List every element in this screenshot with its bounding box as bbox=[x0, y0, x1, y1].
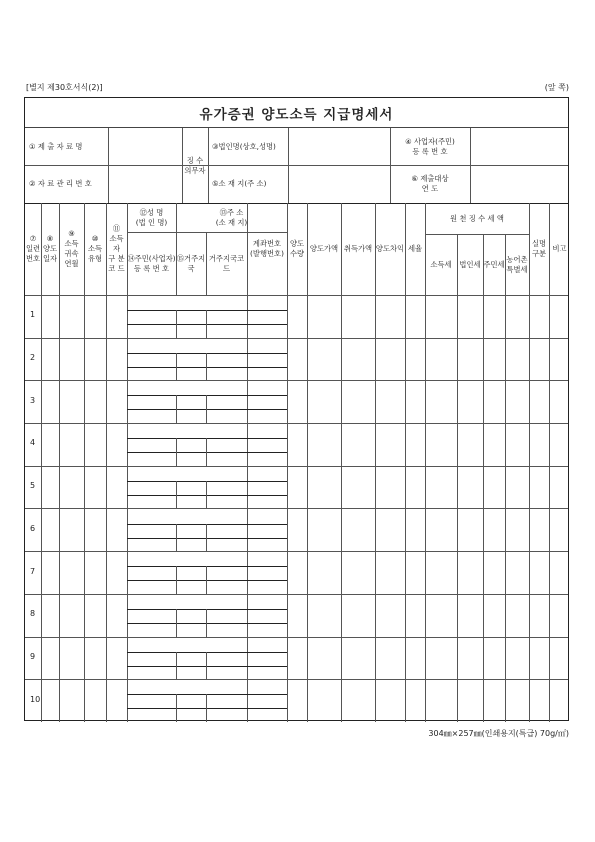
divider bbox=[176, 652, 177, 680]
divider bbox=[127, 623, 287, 624]
col-account-no: 계좌번호 (발행번호) bbox=[250, 239, 284, 258]
target-year-label: ⑥ 제출대상 연 도 bbox=[411, 174, 449, 193]
divider bbox=[176, 524, 177, 552]
divider bbox=[127, 694, 287, 695]
table-row[interactable] bbox=[25, 637, 568, 680]
location-label: ⑤소 재 지(주 소) bbox=[212, 179, 267, 189]
row-number: 3 bbox=[30, 395, 36, 405]
divider bbox=[206, 481, 207, 509]
row-number: 7 bbox=[30, 566, 36, 576]
divider bbox=[127, 438, 287, 439]
divider bbox=[206, 438, 207, 466]
row-number: 4 bbox=[30, 438, 36, 448]
divider bbox=[127, 324, 287, 325]
divider bbox=[176, 395, 177, 423]
data-mgmt-no-field[interactable] bbox=[109, 166, 182, 202]
location-field[interactable] bbox=[289, 166, 390, 202]
col-transfer-price: 양도가액 bbox=[309, 244, 339, 254]
divider bbox=[127, 708, 287, 709]
divider bbox=[127, 310, 287, 311]
divider bbox=[127, 580, 287, 581]
form-sheet bbox=[24, 97, 569, 721]
divider bbox=[176, 609, 177, 637]
divider bbox=[127, 409, 287, 410]
col-capital-gain: 양도차익 bbox=[375, 244, 405, 254]
col-rural-tax: 농어촌 특별세 bbox=[506, 254, 528, 274]
divider bbox=[127, 666, 287, 667]
divider bbox=[176, 694, 177, 722]
table-row[interactable] bbox=[25, 551, 568, 594]
corp-name-label: ③법인명(상호,성명) bbox=[212, 141, 276, 151]
divider bbox=[127, 353, 287, 354]
table-row[interactable] bbox=[25, 594, 568, 637]
row-number: 5 bbox=[30, 481, 36, 491]
col-real-name: 실명 구분 bbox=[531, 239, 547, 258]
divider bbox=[206, 310, 207, 338]
row-number: 10 bbox=[30, 694, 41, 704]
col-income-tax: 소득세 bbox=[430, 259, 452, 269]
divider bbox=[176, 481, 177, 509]
col-tax-rate: 세율 bbox=[407, 244, 423, 254]
divider bbox=[127, 452, 287, 453]
table-row[interactable] bbox=[25, 338, 568, 381]
divider bbox=[206, 395, 207, 423]
divider bbox=[206, 524, 207, 552]
form-number: [별지 제30호서식(2)] bbox=[26, 83, 103, 92]
divider bbox=[176, 438, 177, 466]
col-income-period: ⑨ 소득 귀속 연월 bbox=[64, 229, 79, 268]
divider bbox=[127, 395, 287, 396]
divider bbox=[127, 652, 287, 653]
divider bbox=[127, 609, 287, 610]
row-number: 9 bbox=[30, 651, 36, 661]
page-side-label: (앞 쪽) bbox=[544, 83, 569, 92]
biz-reg-no-field[interactable] bbox=[471, 129, 569, 165]
data-mgmt-no-label: ② 자 료 관 리 번 호 bbox=[29, 179, 92, 189]
divider bbox=[206, 609, 207, 637]
col-residence-country: ⑮거주지 국 bbox=[176, 253, 206, 273]
title-row bbox=[25, 98, 568, 128]
divider bbox=[127, 566, 287, 567]
table-row[interactable] bbox=[25, 509, 568, 552]
col-earner-code: ⑪ 소득자 구 분 코 드 bbox=[108, 224, 125, 273]
row-number: 8 bbox=[30, 609, 36, 619]
submitter-name-label: ① 제 출 자 료 명 bbox=[29, 141, 83, 151]
row-number: 1 bbox=[30, 310, 36, 320]
corp-name-field[interactable] bbox=[289, 129, 390, 165]
table-row[interactable] bbox=[25, 679, 568, 722]
divider bbox=[206, 694, 207, 722]
divider bbox=[206, 353, 207, 381]
table-row[interactable] bbox=[25, 380, 568, 423]
col-reg-no: ⑭주민(사업자) 등 록 번 호 bbox=[127, 253, 176, 273]
col-residence-code: 거주지국코드 bbox=[208, 253, 245, 273]
divider bbox=[206, 566, 207, 594]
row-number: 6 bbox=[30, 523, 36, 533]
biz-reg-no-label: ④ 사업자(주민) 등 록 번 호 bbox=[405, 136, 455, 156]
table-row[interactable] bbox=[25, 466, 568, 509]
col-acquisition-price: 취득가액 bbox=[343, 244, 373, 254]
form-title: 유가증권 양도소득 지급명세서 bbox=[199, 106, 394, 123]
divider bbox=[127, 524, 287, 525]
paper-spec: 304㎜×257㎜(인쇄용지(특급) 70g/㎡) bbox=[428, 729, 569, 738]
col-withholding-group: 원 천 징 수 세 액 bbox=[450, 213, 504, 223]
col-quantity: 양도 수량 bbox=[289, 239, 305, 258]
col-address: ⑬주 소 (소 재 지) bbox=[215, 207, 248, 227]
divider bbox=[176, 353, 177, 381]
col-remarks: 비고 bbox=[552, 244, 567, 254]
divider bbox=[127, 538, 287, 539]
col-resident-tax: 주민세 bbox=[483, 259, 505, 269]
col-income-type: ⑩ 소득 유형 bbox=[87, 234, 103, 263]
divider bbox=[127, 367, 287, 368]
divider bbox=[127, 495, 287, 496]
target-year-field[interactable] bbox=[471, 166, 569, 202]
table-row[interactable] bbox=[25, 423, 568, 466]
table-row[interactable] bbox=[25, 295, 568, 338]
divider bbox=[176, 310, 177, 338]
col-transfer-date: ⑧ 양도 일자 bbox=[42, 234, 58, 263]
col-corporate-tax: 법인세 bbox=[459, 259, 481, 269]
row-number: 2 bbox=[30, 353, 36, 363]
col-name: ⑫성 명 (법 인 명) bbox=[135, 207, 168, 227]
divider bbox=[206, 652, 207, 680]
divider bbox=[176, 566, 177, 594]
submitter-name-field[interactable] bbox=[109, 129, 182, 165]
divider bbox=[127, 481, 287, 482]
col-serial-no: ⑦ 일련 번호 bbox=[25, 234, 41, 263]
withholder-label: 징 수 의무자 bbox=[184, 155, 206, 175]
